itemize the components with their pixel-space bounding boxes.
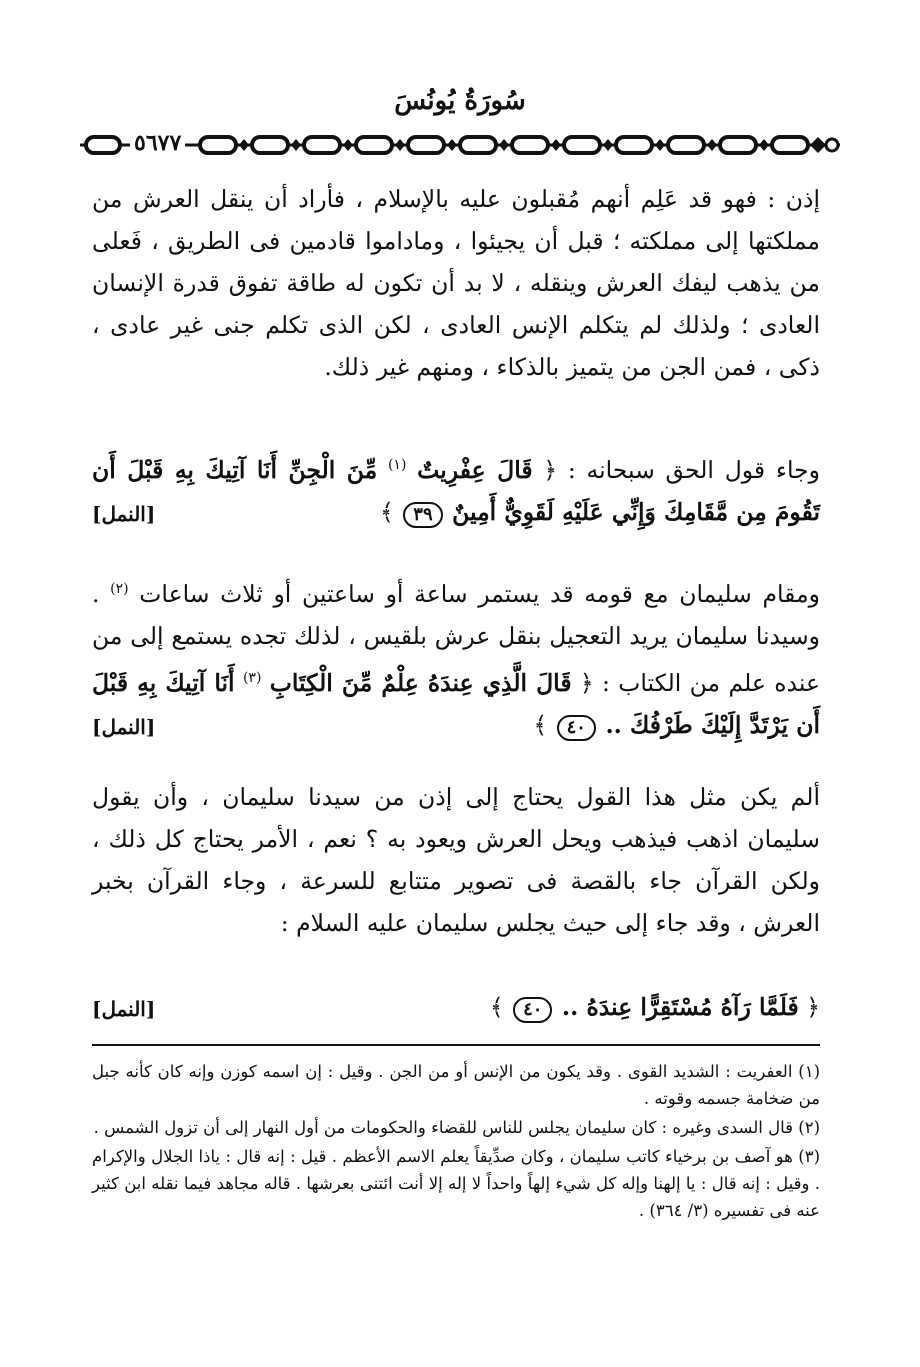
- paragraph-3: [92, 568, 820, 748]
- footnote-marker: (١): [387, 457, 407, 473]
- quran-verse: فَلَمَّا رَآهُ مُسْتَقِرًّا عِندَهُ ..: [561, 993, 799, 1021]
- ayah-number: ٤٠: [557, 715, 596, 741]
- footnote-divider: [92, 1044, 820, 1046]
- paragraph-1: [92, 178, 820, 388]
- surah-reference: [النمل]: [92, 501, 156, 526]
- ayah-number: ٤٠: [513, 997, 552, 1023]
- footnote-3: (٣) هو آصف بن برخياء كاتب سليمان ، وكان صدِّيقاً يعلم الاسم الأعظم . قيل : إنه قال : ياذا الجلال والإكرام . وقيل : إنه قال : يا إلهنا وإله كل شيء إلهاً واحداً لا إله إلا أنت ائتنى بعرشها . قاله مجاهد فيما نقله ابن كثير عنه فى تفسيره (٣/ ٣٦٤) .: [92, 1147, 820, 1220]
- footnote-2: (٢) قال السدى وغيره : كان سليمان يجلس للناس للقضاء والحكومات من أول النهار إلى أن تزول الشمس .: [93, 1118, 820, 1137]
- quran-verse: أَنَا آتِيكَ بِهِ قَبْلَ أَن يَرْتَدَّ إِلَيْكَ طَرْفُكَ ..: [92, 668, 820, 739]
- surah-reference: [النمل]: [92, 997, 156, 1021]
- quran-verse: قَالَ الَّذِي عِندَهُ عِلْمٌ مِّنَ الْكِتَابِ: [269, 668, 572, 697]
- footnotes: [92, 1058, 820, 1226]
- ayah-number: ٣٩: [403, 502, 442, 528]
- verse-open: ﴿: [806, 993, 820, 1021]
- verse-close: ﴾: [533, 710, 548, 739]
- paragraph-4: [92, 776, 820, 944]
- footnote-marker: (٢): [110, 581, 129, 597]
- quran-verse: قَالَ عِفْرِيتٌ: [417, 455, 533, 484]
- footnote-marker: (٣): [242, 669, 262, 686]
- paragraph-text: ومقام سليمان مع قومه قد يستمر ساعة أو ساعتين أو ثلاث ساعات: [139, 579, 820, 608]
- paragraph-text: إذن : فهو قد عَلِم أنهم مُقبلون عليه بالإسلام ، فأراد أن ينقل العرش من مملكتها إلى مملكته ؛ قبل أن يجيئوا ، وماداموا قادمين فى الطريق ، فَعلى من يذهب ليفك العرش وينقله ، لا بد أن تكون له طاقة تفوق قدرة الإنسان العادى ؛ ولذلك لم يتكلم الإنس العادى ، لكن الذى تكلم جنى غير عادى ، ذكى ، فمن الجن من يتميز بالذكاء ، ومنهم غير ذلك.: [92, 185, 820, 381]
- verse-close: ﴾: [380, 497, 394, 526]
- paragraph-text: . وسيدنا سليمان يريد التعجيل بنقل عرش بلقيس ، لذلك تجده يستمع إلى من عنده علم من الكتاب : ﴿: [92, 579, 820, 697]
- paragraph-text: ألم يكن مثل هذا القول يحتاج إلى إذن من سيدنا سليمان ، وأن يقول سليمان اذهب فيذهب ويحل العرش ويعود به ؟ نعم ، الأمر يحتاج كل ذلك ، ولكن القرآن جاء بالقصة فى تصوير متتابع للسرعة ، وجاء القرآن بخبر العرش ، وقد جاء إلى حيث يجلس سليمان عليه السلام :: [92, 783, 820, 937]
- verse-close: ﴾: [489, 993, 504, 1021]
- ornamental-border: [80, 128, 840, 162]
- quran-verse: مِّنَ الْجِنِّ أَنَا آتِيكَ بِهِ قَبْلَ أَن تَقُومَ مِن مَّقَامِكَ وَإِنِّي عَلَيْهِ لَقَوِيٌّ أَمِينٌ: [92, 455, 820, 526]
- verse-intro: وجاء قول الحق سبحانه : ﴿: [543, 455, 820, 484]
- paragraph-2: [92, 444, 820, 535]
- paragraph-5: [92, 986, 820, 1030]
- page-number: ٥٦٧٧: [130, 130, 185, 156]
- footnote-1: (١) العفريت : الشديد القوى . وقد يكون من الإنس أو من الجن . وقيل : إن اسمه كوزن وإنه كان كأنه جبل من ضخامة جسمه وقوته .: [92, 1062, 820, 1108]
- surah-reference: [النمل]: [92, 714, 156, 739]
- surah-title: سُورَةُ يُونُسَ: [394, 86, 526, 116]
